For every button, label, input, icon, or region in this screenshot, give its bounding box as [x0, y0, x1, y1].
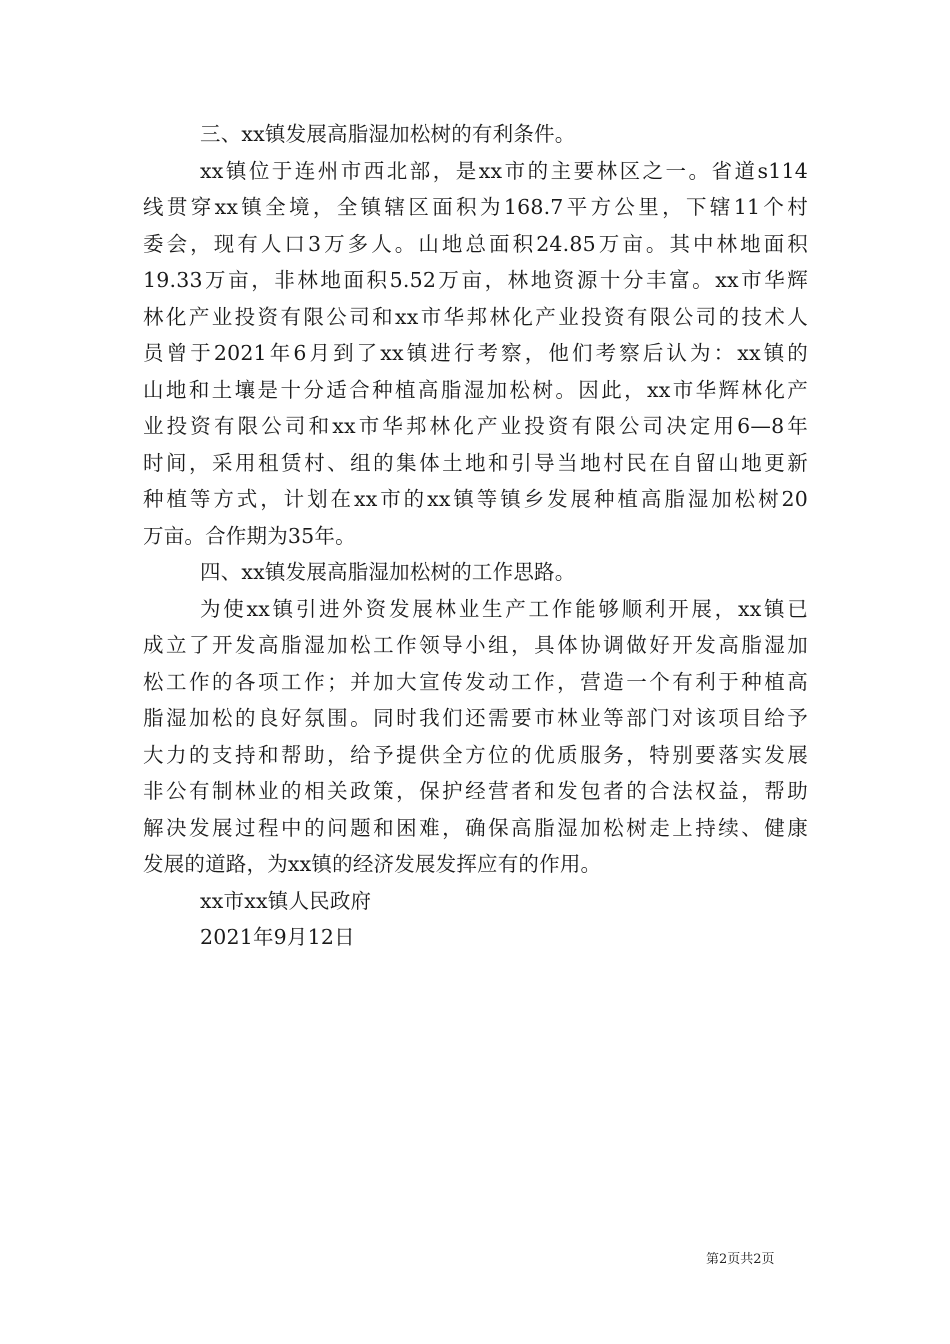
text-line: 山地和土壤是十分适合种植高脂湿加松树。因此，xx市华辉林化产: [143, 377, 808, 402]
text-line: 线贯穿xx镇全境，全镇辖区面积为168.7平方公里，下辖11个村: [143, 195, 808, 219]
text-line: 脂湿加松的良好氛围。同时我们还需要市林业等部门对该项目给予: [143, 706, 808, 730]
text-line: 解决发展过程中的问题和困难，确保高脂湿加松树走上持续、健康: [143, 815, 808, 840]
text-line: xx镇位于连州市西北部，是xx市的主要林区之一。省道s114: [200, 158, 808, 183]
text-line: 委会，现有人口3万多人。山地总面积24.85万亩。其中林地面积: [143, 231, 808, 256]
text-line: 四、xx镇发展高脂湿加松树的工作思路。: [200, 560, 576, 584]
text-line: 林化产业投资有限公司和xx市华邦林化产业投资有限公司的技术人: [143, 304, 808, 329]
text-line: 种植等方式，计划在xx市的xx镇等镇乡发展种植高脂湿加松树20: [143, 487, 808, 511]
text-line: 时间，采用租赁村、组的集体土地和引导当地村民在自留山地更新: [143, 450, 808, 475]
text-line: 非公有制林业的相关政策，保护经营者和发包者的合法权益，帮助: [143, 779, 808, 803]
text-line: 发展的道路，为xx镇的经济发展发挥应有的作用。: [143, 852, 602, 876]
text-line: 为使xx镇引进外资发展林业生产工作能够顺利开展，xx镇已: [200, 596, 808, 621]
text-line: 三、xx镇发展高脂湿加松树的有利条件。: [200, 122, 576, 146]
text-line: 松工作的各项工作；并加大宣传发动工作，营造一个有利于种植高: [143, 669, 808, 694]
text-line: 2021年9月12日: [200, 925, 355, 949]
text-line: 成立了开发高脂湿加松工作领导小组，具体协调做好开发高脂湿加: [143, 633, 808, 657]
text-line: 员曾于2021年6月到了xx镇进行考察，他们考察后认为：xx镇的: [143, 341, 808, 365]
text-line: 万亩。合作期为35年。: [143, 523, 356, 548]
page-number: 第2页共2页: [706, 1252, 775, 1267]
document-body: [143, 116, 808, 956]
text-line: 19.33万亩，非林地面积5.52万亩，林地资源十分丰富。xx市华辉: [143, 268, 808, 292]
text-line: 大力的支持和帮助，给予提供全方位的优质服务，特别要落实发展: [143, 742, 808, 767]
text-line: 业投资有限公司和xx市华邦林化产业投资有限公司决定用6—8年: [143, 414, 808, 438]
text-line: xx市xx镇人民政府: [200, 888, 372, 913]
